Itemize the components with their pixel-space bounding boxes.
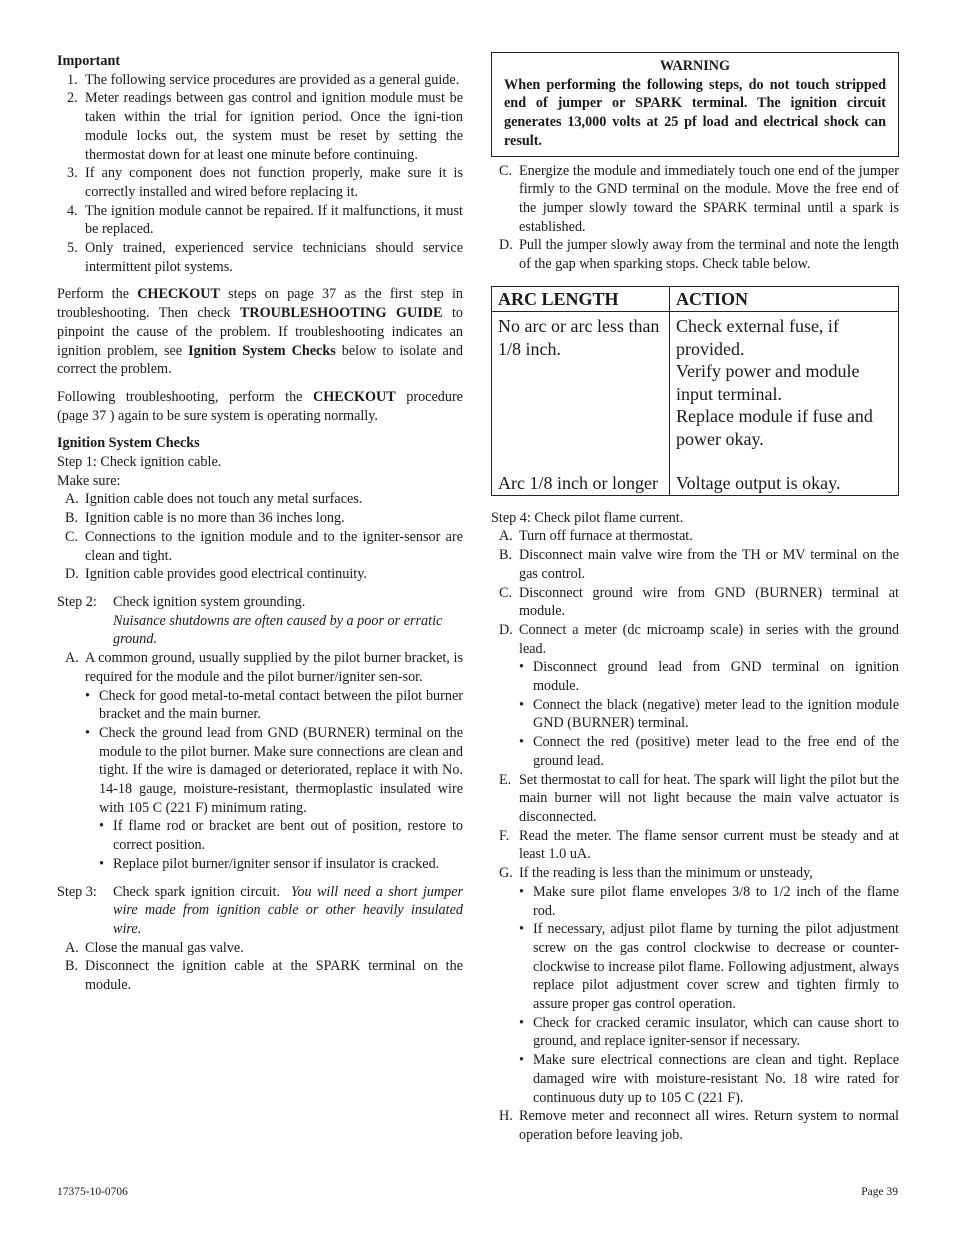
important-heading: Important xyxy=(57,53,121,69)
list-item: C. Connections to the ignition module and to the igniter-sensor are clean and tight. xyxy=(65,528,463,564)
arc-length-table xyxy=(491,286,899,496)
list-item: 5. Only trained, experienced service technicians should service intermittent pilot systems. xyxy=(67,240,463,275)
bullet-item: • If necessary, adjust pilot flame by turning the pilot adjustment screw on the gas control clockwise to decrease or counter-clockwise to increase pilot flame. Following adjustment, always replace pilot adjustment cover screw and tighten firmly to assure proper gas control operation. xyxy=(519,921,899,1013)
list-item: A. Turn off furnace at thermostat. xyxy=(499,528,693,545)
column-header-arc-length: ARC LENGTH xyxy=(492,286,670,312)
list-item: E. Set thermostat to call for heat. The spark will light the pilot but the main burner will not light because the main valve actuator is disconnected. xyxy=(499,771,899,825)
right-column xyxy=(491,52,899,1145)
list-item: B. Disconnect the ignition cable at the SPARK terminal on the module. xyxy=(65,958,463,994)
list-item: D. Ignition cable provides good electrical continuity. xyxy=(65,566,367,583)
list-item: B. Ignition cable is no more than 36 inches long. xyxy=(65,510,345,527)
step-1-line: Step 1: Check ignition cable. xyxy=(57,454,222,471)
important-list xyxy=(57,71,463,277)
list-item: G. If the reading is less than the minimum or unsteady, xyxy=(499,865,813,882)
warning-title: WARNING xyxy=(659,58,731,74)
bullet-item: • Connect the black (negative) meter lead to the ignition module GND (BURNER) terminal. xyxy=(519,696,899,732)
table-row xyxy=(492,312,899,496)
page-number: Page 39 xyxy=(861,1186,898,1198)
list-item: C. Energize the module and immediately touch one end of the jumper firmly to the GND terminal on the module. Move the free end of the jumper slowly toward the SPARK terminal until a spark is established. xyxy=(499,162,899,235)
list-item: A. Ignition cable does not touch any metal surfaces. xyxy=(65,491,363,508)
list-item: 1. The following service procedures are provided as a general guide. xyxy=(67,71,460,88)
bullet-item: • Check for cracked ceramic insulator, which can cause short to ground, and replace igniter-sensor if necessary. xyxy=(519,1014,899,1050)
bullet-item: • Make sure pilot flame envelopes 3/8 to 1/2 inch of the flame rod. xyxy=(519,883,899,919)
bullet-item: • Make sure electrical connections are clean and tight. Replace damaged wire with moisture-resistant No. 18 wire rated for continuous duty up to 105 C (221 F). xyxy=(519,1052,899,1106)
table-header-row xyxy=(492,286,899,312)
bullet-item: • If flame rod or bracket are bent out of position, restore to correct position. xyxy=(99,818,463,854)
list-item: F. Read the meter. The flame sensor current must be steady and at least 1.0 uA. xyxy=(499,827,899,863)
document-number: 17375-10-0706 xyxy=(57,1186,128,1198)
step-3-header: Step 3: Check spark ignition circuit. You will need a short jumper wire made from ignition cable or other heavily insulated wire. xyxy=(57,883,464,937)
bullet-item: • Check the ground lead from GND (BURNER) terminal on the module to the pilot burner. Make sure connections are clean and tight. If the wire is damaged or deteriorated, replace it with No. 14-18 gauge, moisture-resistant, thermoplastic insulated wire with 105 C (221 F) minimum rating. xyxy=(85,724,463,816)
checkout-paragraph: Perform the CHECKOUT steps on page 37 as the first step in troubleshooting. Then check TROUBLESHOOTING GUIDE to pinpoint the cause of the problem. If troubleshooting indicates an ignition problem, see Ignition System Checks below to isolate and correct the problem. xyxy=(57,286,463,378)
step-2-header: Step 2: Check ignition system grounding. Nuisance shutdowns are often caused by a poor or erratic ground. xyxy=(57,593,443,648)
list-item: D. Connect a meter (dc microamp scale) in series with the ground lead. xyxy=(499,621,899,657)
step-4-line: Step 4: Check pilot flame current. xyxy=(491,509,684,526)
table-cell: Check external fuse, if provided. Verify power and module input terminal. Replace module if fuse and power okay. Voltage output is okay. xyxy=(670,312,899,496)
warning-text: When performing the following steps, do not touch stripped end of jumper or SPARK terminal. The ignition circuit generates 13,000 volts at 25 pf load and electrical shock can result. xyxy=(504,76,886,149)
section-heading: Ignition System Checks xyxy=(57,435,200,452)
bullet-item: • Disconnect ground lead from GND terminal on ignition module. xyxy=(519,659,899,695)
make-sure-line: Make sure: xyxy=(57,472,121,489)
table-cell: No arc or arc less than 1/8 inch. Arc 1/8 inch or longer xyxy=(492,312,670,496)
bullet-item: • Replace pilot burner/igniter sensor if insulator is cracked. xyxy=(99,855,440,872)
list-item: D. Pull the jumper slowly away from the terminal and note the length of the gap when sparking stops. Check table below. xyxy=(499,237,899,273)
list-item: A. Close the manual gas valve. xyxy=(65,939,244,956)
bullet-item: • Check for good metal-to-metal contact between the pilot burner bracket and the main burner. xyxy=(85,687,463,723)
list-item: C. Disconnect ground wire from GND (BURNER) terminal at module. xyxy=(499,584,899,620)
list-item: A. A common ground, usually supplied by the pilot burner bracket, is required for the module and the pilot burner/igniter sen-sor. xyxy=(65,650,463,685)
column-header-action: ACTION xyxy=(670,286,899,312)
step-1-list xyxy=(57,490,463,584)
list-item: B. Disconnect main valve wire from the TH or MV terminal on the gas control. xyxy=(499,547,899,582)
followup-paragraph: Following troubleshooting, perform the CHECKOUT procedure (page 37 ) again to be sure system is operating normally. xyxy=(57,388,463,424)
left-column xyxy=(57,52,463,995)
bullet-item: • Connect the red (positive) meter lead to the free end of the ground lead. xyxy=(519,734,899,769)
list-item: 4. The ignition module cannot be repaired. If it malfunctions, it must be replaced. xyxy=(67,202,463,238)
list-item: 2. Meter readings between gas control and ignition module must be taken within the trial for ignition period. Once the igni-tion module locks out, the system must be reset by setting the thermostat down for at least one minute before continuing. xyxy=(67,90,463,163)
list-item: 3. If any component does not function properly, make sure it is correctly installed and wired before replacing it. xyxy=(67,165,463,200)
warning-box xyxy=(491,52,899,157)
list-item: H. Remove meter and reconnect all wires. Return system to normal operation before leaving job. xyxy=(499,1108,899,1143)
